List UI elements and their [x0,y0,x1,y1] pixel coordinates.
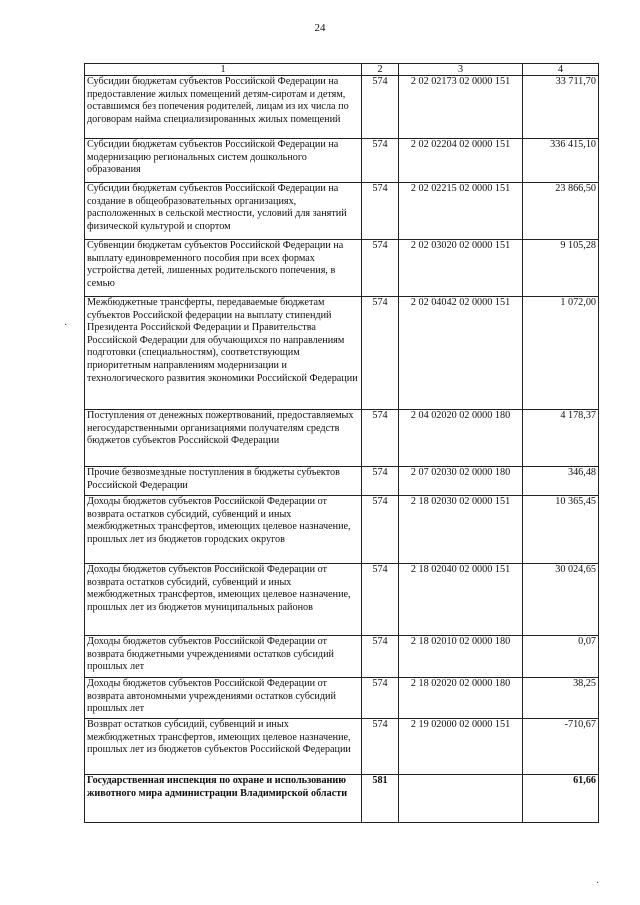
row-amount: 33 711,70 [523,76,599,139]
table-row [85,76,599,139]
row-name: Субвенции бюджетам субъектов Российской Федерации на выплату единовременного пособия при всех формах устройства детей, лишенных родительского попечения, в семью [85,240,362,297]
row-admin-code: 574 [362,139,399,183]
row-admin-code: 574 [362,678,399,719]
row-budget-code: 2 02 03020 02 0000 151 [399,240,523,297]
row-admin-code: 574 [362,719,399,775]
table-row [85,410,599,467]
table-row [85,467,599,496]
row-name: Государственная инспекция по охране и использованию животного мира администрации Владимирской области [85,775,362,823]
row-budget-code [399,775,523,823]
table-row [85,719,599,775]
row-budget-code: 2 02 04042 02 0000 151 [399,297,523,410]
column-header-name: 1 [85,64,362,76]
row-name: Доходы бюджетов субъектов Российской Федерации от возврата бюджетными учреждениями остатков субсидий прошлых лет [85,636,362,678]
row-name: Поступления от денежных пожертвований, предоставляемых негосударственными организациями получателям средств бюджетов субъектов Российской Федерации [85,410,362,467]
revenue-table [84,63,599,823]
table-header-row [85,64,599,76]
row-budget-code: 2 19 02000 02 0000 151 [399,719,523,775]
table-row [85,496,599,564]
row-budget-code: 2 02 02173 02 0000 151 [399,76,523,139]
row-amount: 336 415,10 [523,139,599,183]
scan-speck: · [64,320,68,331]
row-admin-code: 574 [362,76,399,139]
row-amount: 23 866,50 [523,183,599,240]
row-admin-code: 574 [362,496,399,564]
table-row [85,678,599,719]
row-name: Субсидии бюджетам субъектов Российской Федерации на модернизацию региональных систем дошкольного образования [85,139,362,183]
row-amount: -710,67 [523,719,599,775]
row-amount: 1 072,00 [523,297,599,410]
row-amount: 30 024,65 [523,564,599,636]
row-admin-code: 574 [362,240,399,297]
column-header-amount: 4 [523,64,599,76]
column-header-admin: 2 [362,64,399,76]
row-amount: 4 178,37 [523,410,599,467]
row-amount: 9 105,28 [523,240,599,297]
row-admin-code: 574 [362,636,399,678]
table-row [85,297,599,410]
row-amount: 38,25 [523,678,599,719]
table-row [85,240,599,297]
row-budget-code: 2 18 02020 02 0000 180 [399,678,523,719]
row-admin-code: 574 [362,467,399,496]
table-row-section-total [85,775,599,823]
row-amount: 346,48 [523,467,599,496]
row-name: Доходы бюджетов субъектов Российской Федерации от возврата остатков субсидий, субвенций и иных межбюджетных трансфертов, имеющих целевое назначение, прошлых лет из бюджетов муниципальных районов [85,564,362,636]
row-budget-code: 2 18 02030 02 0000 151 [399,496,523,564]
row-name: Доходы бюджетов субъектов Российской Федерации от возврата автономными учреждениями остатков субсидий прошлых лет [85,678,362,719]
row-admin-code: 581 [362,775,399,823]
scan-speck: · [596,878,600,889]
row-admin-code: 574 [362,564,399,636]
row-budget-code: 2 02 02204 02 0000 151 [399,139,523,183]
row-amount: 10 365,45 [523,496,599,564]
row-name: Доходы бюджетов субъектов Российской Федерации от возврата остатков субсидий, субвенций и иных межбюджетных трансфертов, имеющих целевое назначение, прошлых лет из бюджетов городских округов [85,496,362,564]
row-budget-code: 2 02 02215 02 0000 151 [399,183,523,240]
row-name: Прочие безвозмездные поступления в бюджеты субъектов Российской Федерации [85,467,362,496]
table-row [85,564,599,636]
row-admin-code: 574 [362,297,399,410]
row-name: Субсидии бюджетам субъектов Российской Федерации на предоставление жилых помещений детям-сиротам и детям, оставшимся без попечения родителей, лицам из их числа по договорам найма специализированных жилых помещений [85,76,362,139]
row-name: Субсидии бюджетам субъектов Российской Федерации на создание в общеобразовательных организациях, расположенных в сельской местности, условий для занятий физической культурой и спортом [85,183,362,240]
row-budget-code: 2 18 02010 02 0000 180 [399,636,523,678]
row-amount: 61,66 [523,775,599,823]
row-admin-code: 574 [362,183,399,240]
row-name: Межбюджетные трансферты, передаваемые бюджетам субъектов Российской федерации на выплату стипендий Президента Российской Федерации и Правительства Российской Федерации для обучающихся по направлениям подготовки (специальностям), соответствующим приоритетным направлениям модернизации и технологического развития экономики Российской Федерации [85,297,362,410]
row-name: Возврат остатков субсидий, субвенций и иных межбюджетных трансфертов, имеющих целевое назначение, прошлых лет из бюджетов субъектов Российской Федерации [85,719,362,775]
row-budget-code: 2 18 02040 02 0000 151 [399,564,523,636]
column-header-code: 3 [399,64,523,76]
row-budget-code: 2 04 02020 02 0000 180 [399,410,523,467]
table-row [85,183,599,240]
row-amount: 0,07 [523,636,599,678]
row-admin-code: 574 [362,410,399,467]
table-row [85,636,599,678]
page-number: 24 [314,22,326,34]
table-row [85,139,599,183]
row-budget-code: 2 07 02030 02 0000 180 [399,467,523,496]
